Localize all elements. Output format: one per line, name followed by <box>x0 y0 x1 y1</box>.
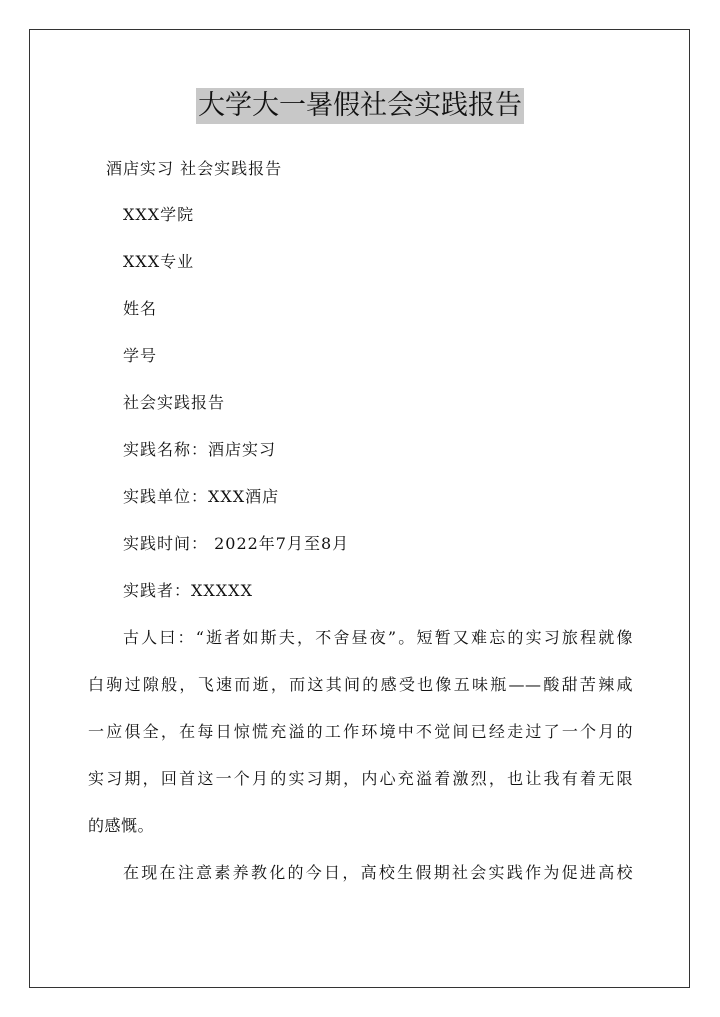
paragraph1-line: 的感慨。 <box>88 816 155 835</box>
field-name: 姓名 <box>123 299 158 318</box>
field-report-type: 社会实践报告 <box>123 393 226 412</box>
title-container <box>0 88 720 124</box>
field-practice-time: 实践时间： 2022年7月至8月 <box>123 534 350 553</box>
field-major: XXX专业 <box>123 252 195 271</box>
document-subtitle: 酒店实习 社会实践报告 <box>106 159 283 178</box>
field-practitioner: 实践者：XXXXX <box>123 581 253 600</box>
paragraph2-line: 在现在注意素养教化的今日，高校生假期社会实践作为促进高校 <box>123 863 633 882</box>
field-student-id: 学号 <box>123 346 158 365</box>
field-college: XXX学院 <box>123 205 195 224</box>
field-practice-unit: 实践单位：XXX酒店 <box>123 487 280 506</box>
paragraph1-line: 白驹过隙般，飞速而逝，而这其间的感受也像五味瓶——酸甜苦辣咸 <box>88 675 633 694</box>
paragraph1-line: 一应俱全，在每日惊慌充溢的工作环境中不觉间已经走过了一个月的 <box>88 722 633 741</box>
field-practice-name: 实践名称：酒店实习 <box>123 440 277 459</box>
paragraph1-line: 古人曰：“逝者如斯夫，不舍昼夜”。短暂又难忘的实习旅程就像 <box>123 628 633 647</box>
document-title: 大学大一暑假社会实践报告 <box>196 88 524 124</box>
paragraph1-line: 实习期，回首这一个月的实习期，内心充溢着激烈，也让我有着无限 <box>88 769 633 788</box>
